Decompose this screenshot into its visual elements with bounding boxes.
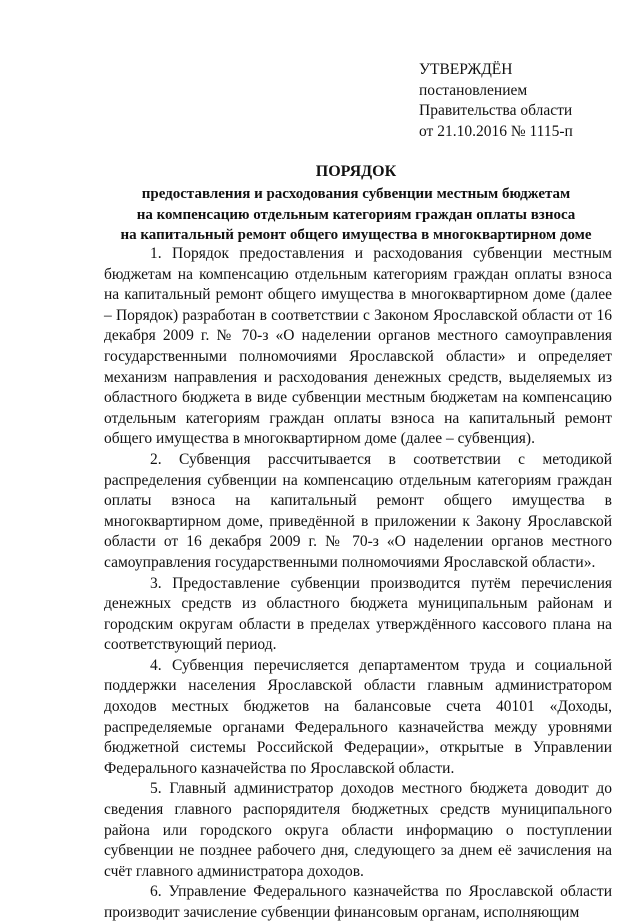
paragraph-1: 1. Порядок предоставления и расходования субвенции местным бюджетам на компенсацию отдельным категориям граждан оплаты взноса на капитальный ремонт общего имущества в многоквартирном доме (далее – Порядок) разработан в соответствии с Законом Ярославской области от 16 декабря 2009 г. № 70-з «О наделении органов местного самоуправления государственными полномочиями Ярославской области» и определяет механизм направления и расходования денежных средств, выделяемых из областного бюджета в виде субвенции местным бюджетам на компенсацию отдельным категориям граждан оплаты взноса на капитальный ремонт общего имущества в многоквартирном доме (далее – субвенция). — [104, 245, 612, 448]
approval-line: Правительства области — [419, 102, 573, 119]
approval-line: от 21.10.2016 № 1115-п — [419, 122, 573, 140]
paragraph-5: 5. Главный администратор доходов местного бюджета доводит до сведения главного распорядителя бюджетных средств муниципального района или городского округа области информацию о поступлении субвенции не позднее рабочего дня, следующего за днем её зачисления на счёт главного администратора доходов. — [104, 780, 612, 880]
paragraph-6: 6. Управление Федерального казначейства по Ярославской области производит зачисление субвенции финансовым органам, исполняющим — [104, 883, 612, 921]
document-subtitle-line: предоставления и расходования субвенции местным бюджетам — [141, 186, 571, 202]
document-title: ПОРЯДОК — [315, 163, 397, 180]
document-title-block — [90, 163, 622, 246]
approval-stamp-block — [419, 60, 619, 142]
document-body — [104, 244, 612, 924]
document-subtitle-line: на компенсацию отдельным категориям граждан оплаты взноса — [136, 206, 576, 223]
document-subtitle-line: на капитальный ремонт общего имущества в многоквартирном доме — [120, 227, 592, 243]
approval-line: постановлением — [419, 81, 528, 99]
paragraph-4: 4. Субвенция перечисляется департаментом труда и социальной поддержки населения Ярославской области главным администратором доходов местных бюджетов на балансовые счета 40101 «Доходы, распределяемые органами Федерального казначейства между уровнями бюджетной системы Российской Федерации», открытые в Управлении Федерального казначейства по Ярославской области. — [104, 656, 612, 777]
paragraph-2: 2. Субвенция рассчитывается в соответствии с методикой распределения субвенции на компенсацию отдельным категориям граждан оплаты взноса на капитальный ремонт общего имущества в многоквартирном доме, приведённой в приложении к Закону Ярославской области от 16 декабря 2009 г. № 70-з «О наделении органов местного самоуправления государственными полномочиями Ярославской области». — [104, 450, 612, 571]
paragraph-3: 3. Предоставление субвенции производится путём перечисления денежных средств из областного бюджета муниципальным районам и городским округам области в пределах утверждённого кассового плана на соответствующий период. — [104, 574, 612, 654]
approval-line: УТВЕРЖДЁН — [419, 61, 513, 78]
